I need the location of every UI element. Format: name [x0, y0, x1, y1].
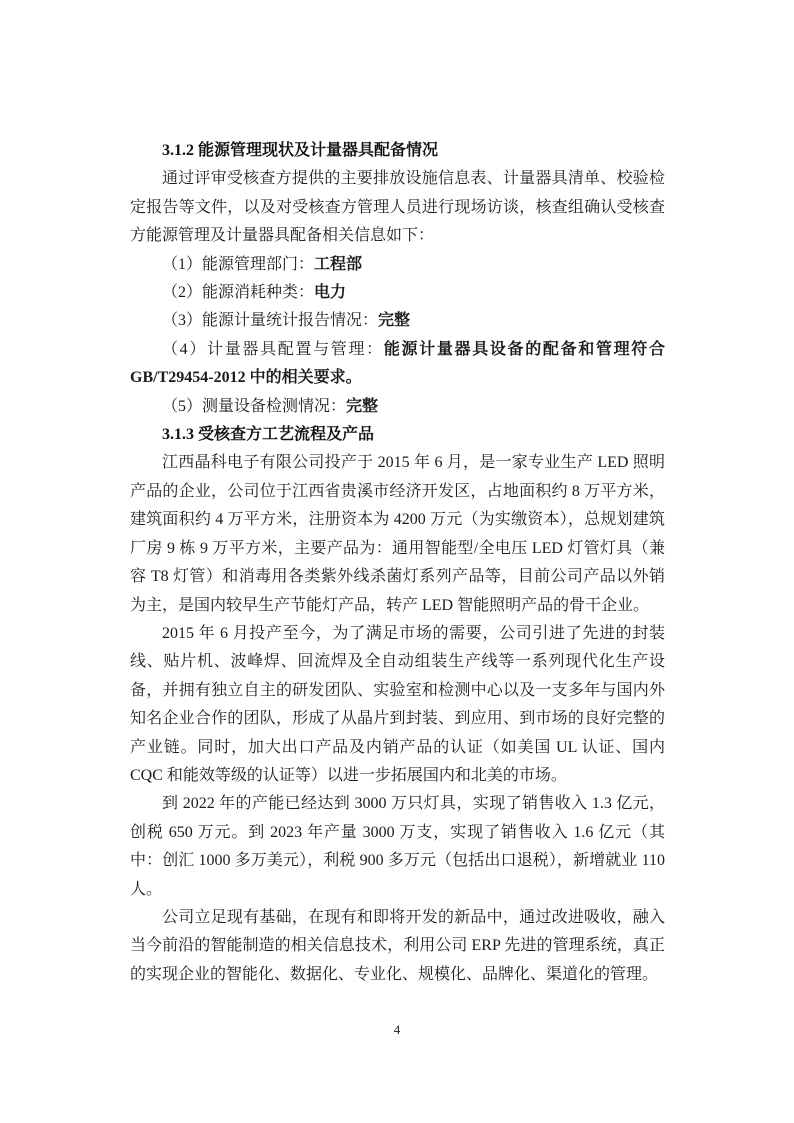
paragraph-company-intro: 江西晶科电子有限公司投产于 2015 年 6 月，是一家专业生产 LED 照明产品的企业，公司位于江西省贵溪市经济开发区，占地面积约 8 万平方米，建筑面积约 4 万平方米，注册资本为 4200 万元（为实缴资本），总规划建筑厂房 9 栋 9 万平方米，主要产品为：通用智能型/全电压 LED 灯管灯具（兼容 T8 灯管）和消毒用各类紫外线杀菌灯系列产品等，目前公司产品以外销为主，是国内较早生产节能灯产品，转产 LED 智能照明产品的骨干企业。: [130, 454, 665, 614]
list-item-metering-report-value: 完整: [378, 312, 411, 330]
list-item-metering-config-value: 能源计量器具设备的配备和管理符合 GB/T29454-2012 中的相关要求。: [130, 340, 665, 387]
paragraph-energy-management-intro: 通过评审受核查方提供的主要排放设施信息表、计量器具清单、校验检定报告等文件，以及对受核查方管理人员进行现场访谈，核查组确认受核查方能源管理及计量器具配备相关信息如下：: [130, 170, 665, 245]
paragraph-future-plan: 公司立足现有基础，在现有和即将开发的新品中，通过改进吸收，融入当今前沿的智能制造的相关信息技术，利用公司 ERP 先进的管理系统，真正的实现企业的智能化、数据化、专业化、规模化、品牌化、渠道化的管理。: [130, 908, 665, 983]
list-item-metering-config-label: （4）计量器具配置与管理：: [162, 340, 384, 358]
section-heading-3-1-3: 3.1.3 受核查方工艺流程及产品: [162, 426, 375, 444]
list-item-measure-device-value: 完整: [346, 397, 379, 415]
list-item-energy-type: [130, 279, 665, 307]
list-item-metering-config: [130, 336, 665, 393]
list-item-metering-report: [130, 307, 665, 335]
document-body: [130, 137, 665, 989]
list-item-energy-dept: [130, 251, 665, 279]
page-number: 4: [393, 1022, 401, 1037]
list-item-energy-dept-value: 工程部: [314, 255, 363, 273]
list-item-energy-dept-label: （1）能源管理部门：: [162, 255, 315, 273]
list-item-measure-device-label: （5）测量设备检测情况：: [162, 397, 347, 415]
list-item-metering-report-label: （3）能源计量统计报告情况：: [162, 312, 379, 330]
list-item-measure-device: [130, 393, 665, 421]
list-item-energy-type-value: 电力: [314, 284, 347, 302]
paragraph-production-equipment: 2015 年 6 月投产至今，为了满足市场的需要，公司引进了先进的封装线、贴片机、波峰焊、回流焊及全自动组装生产线等一系列现代化生产设备，并拥有独立自主的研发团队、实验室和检测中心以及一支多年与国内外知名企业合作的团队，形成了从晶片到封装、到应用、到市场的良好完整的产业链。同时，加大出口产品及内销产品的认证（如美国 UL 认证、国内 CQC 和能效等级的认证等）以进一步拓展国内和北美的市场。: [130, 624, 665, 784]
section-heading-3-1-2: 3.1.2 能源管理现状及计量器具配备情况: [162, 142, 439, 159]
list-item-energy-type-label: （2）能源消耗种类：: [162, 284, 315, 302]
paragraph-capacity-revenue: 到 2022 年的产能已经达到 3000 万只灯具，实现了销售收入 1.3 亿元，创税 650 万元。到 2023 年产量 3000 万支，实现了销售收入 1.6 亿元（其中：创汇 1000 多万美元），利税 900 多万元（包括出口退税），新增就业 110 人。: [130, 795, 665, 898]
